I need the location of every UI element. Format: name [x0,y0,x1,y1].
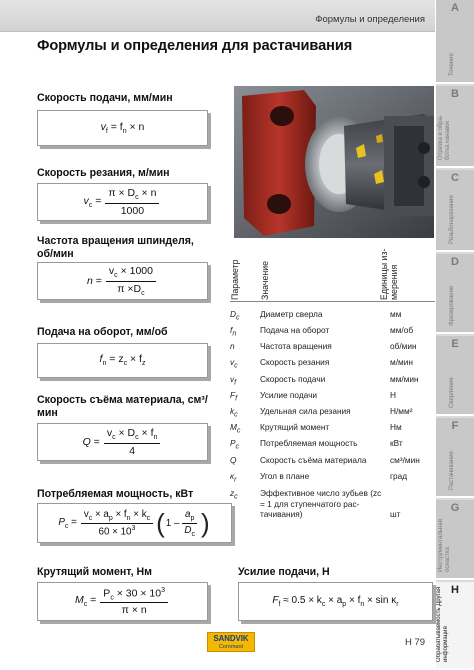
sandvik-coromant-logo: SANDVIK Coromant [207,632,255,652]
sidebar-tab-machinability-active[interactable]: H Обрабатываемость Другая информация [436,582,474,670]
formula-spindle-speed: n = $\frac{v_c \times 1000}{\pi \times D_c}$ [37,262,208,300]
table-divider [230,301,435,302]
sidebar-tab-threading[interactable]: C Резьбонарезание [436,170,474,252]
page-number: H 79 [405,637,426,648]
formula-torque: $M_c$ = $\frac{P_c \times 30 \times 10^3}{\pi \times n}$ [37,582,208,621]
header-bar [0,0,435,32]
formula-power: $P_c$ = $\frac{v_c \times a_p \times f_n \times k_c}{60 \times 10^3}$ ( 1 – $\frac{a_p}{D_c}$ ) [37,503,232,543]
sidebar-tab-turning[interactable]: A Точение [436,0,474,84]
column-header-unit: Единицы из- мерения [379,248,399,300]
formula-cutting-speed: $v_c$ = $\frac{\pi \times D_c \times n}{1000}$ [37,183,208,221]
chapter-sidebar [436,0,474,670]
section-label-feed-force: Усилие подачи, Н [238,566,330,578]
section-label-torque: Крутящий момент, Нм [37,566,153,578]
section-label-feed-rate: Скорость подачи, мм/мин [37,92,173,104]
sidebar-tab-drilling[interactable]: E Сверление [436,336,474,416]
sidebar-tab-tool-holding[interactable]: G Инструментальная оснастка [436,500,474,580]
boring-tool-photo [234,86,434,238]
section-label-feed-per-rev: Подача на оборот, мм/об [37,326,168,338]
formula-feed-force: $F_f \approx 0.5 \times k_c \times a_p \times f_n \times \sin \kappa_r$ [238,582,433,621]
section-label-removal-rate: Скорость съёма материала, см³/мин [37,394,208,419]
sidebar-tab-boring[interactable]: F Растачивание [436,418,474,498]
sidebar-tab-milling[interactable]: D Фрезерование [436,254,474,334]
header-title: Формулы и определения [315,14,425,25]
section-label-cutting-speed: Скорость резания, м/мин [37,167,170,179]
column-header-value: Значение [260,260,270,300]
section-label-spindle-speed: Частота вращения шпинделя, об/мин [37,235,194,260]
formula-feed-per-rev: $f_n = z_c \times f_z$ [37,343,208,378]
sidebar-tab-parting-grooving[interactable]: B Отрезка и обра- ботка канавок [436,86,474,168]
formula-feed-rate: $v_f = f_n \times n$ [37,110,208,146]
section-label-power: Потребляемая мощность, кВт [37,488,194,500]
column-header-parameter: Параметр [230,259,240,300]
page-title: Формулы и определения для растачивания [37,38,353,54]
formula-removal-rate: Q = $\frac{v_c \times D_c \times f_n}{4}$ [37,423,208,461]
